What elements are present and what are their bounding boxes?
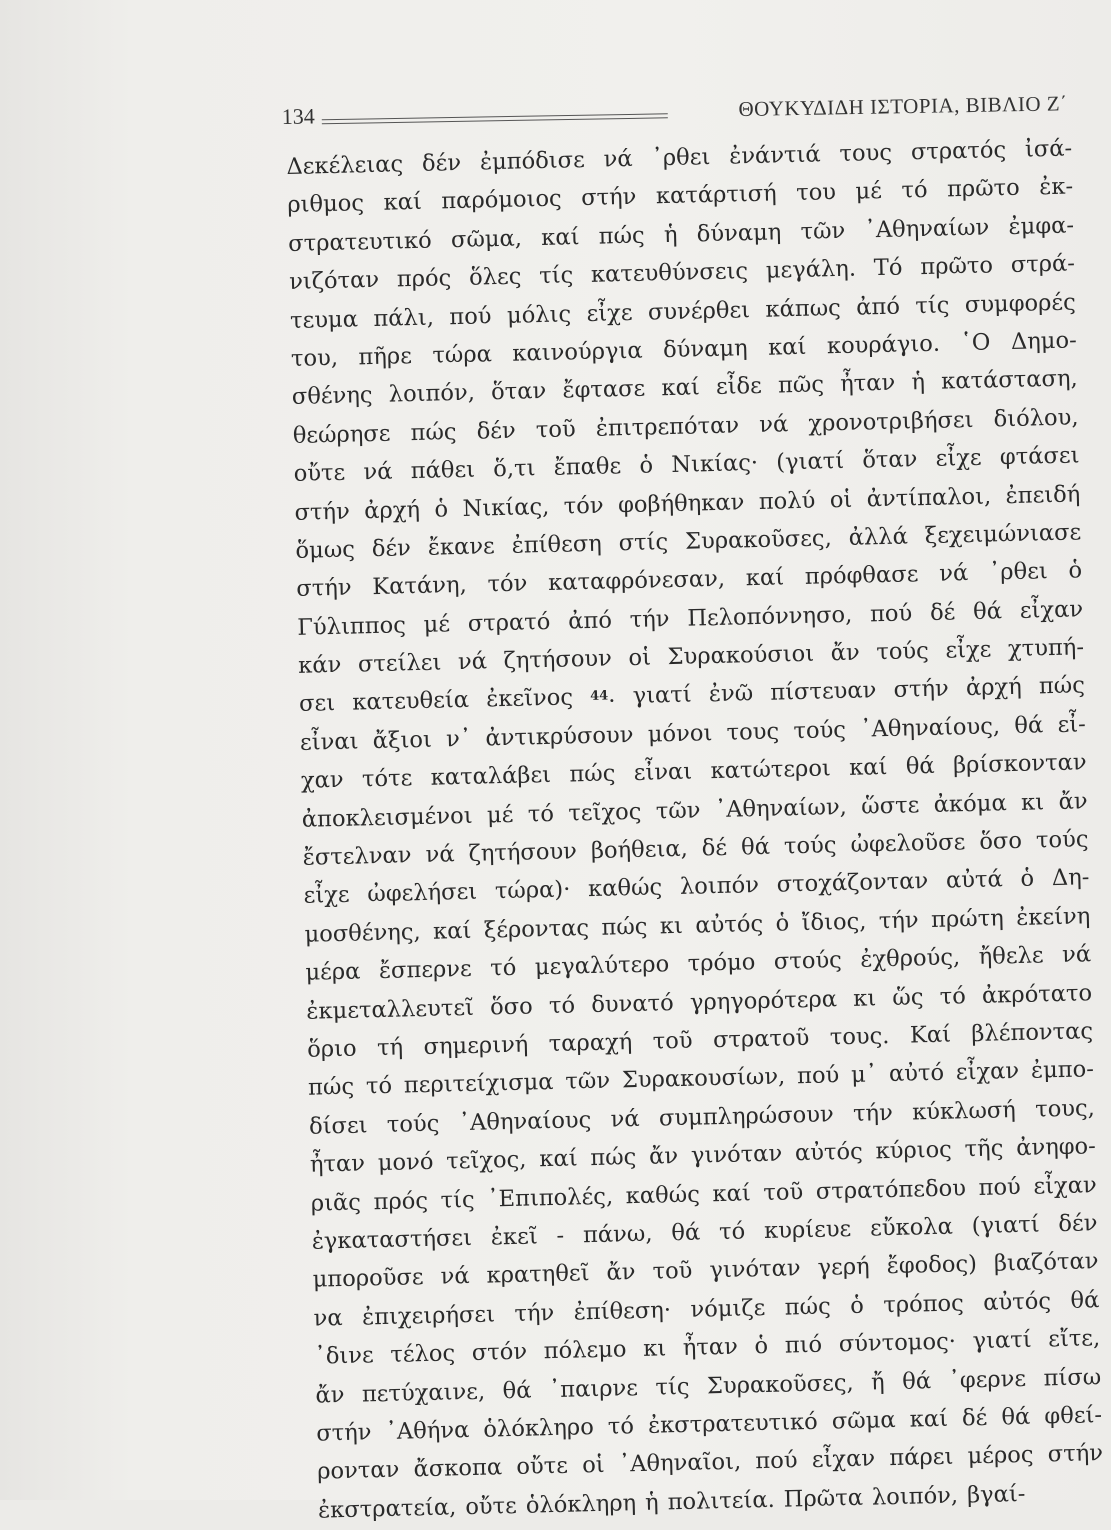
text-line: ἔστελναν νά ζητήσουν βοήθεια, δέ θά τούς ὠφελοῦσε ὅσο τούς <box>302 826 1089 871</box>
text-line: ἐκστρατεία, οὔτε ὁλόκληρη ἡ πολιτεία. Πρῶτα λοιπόν, βγαί- <box>317 1480 1026 1524</box>
page-header <box>281 82 1068 132</box>
body-text <box>286 129 1104 1529</box>
text-line: κάν στείλει νά ζητήσουν οἱ Συρακούσιοι ἄν τούς εἶχε χτυπή- <box>297 634 1085 679</box>
text-line: μέρα ἔσπερνε τό μεγαλύτερο τρόμο στούς ἐχθρούς, ἤθελε νά <box>305 941 1092 986</box>
text-line: δίσει τούς ᾽Αθηναίους νά συμπληρώσουν τήν κύκλωσή τους, <box>308 1094 1096 1140</box>
text-line: του, πῆρε τώρα καινούργια δύναμη καί κουράγιο. ῾Ο Δημο- <box>290 327 1077 372</box>
text-line: ριᾶς πρός τίς ᾽Επιπολές, καθώς καί τοῦ στρατόπεδου πού εἶχαν <box>310 1171 1097 1217</box>
text-line: Γύλιππος μέ στρατό ἀπό τήν Πελοπόννησο, πού δέ θά εἶχαν <box>296 596 1084 641</box>
page-number: 134 <box>281 103 315 130</box>
text-line: μοσθένης, καί ξέροντας πώς κι αὐτός ὁ ἴδιος, τήν πρώτη ἐκείνη <box>304 903 1091 948</box>
text-line: σει κατευθεία ἐκεῖνος $^{44}$· γιατί ἐνῶ πίστευαν στήν ἀρχή πώς <box>298 672 1086 718</box>
text-line: τευμα πάλι, πού μόλις εἶχε συνέρθει κάπως ἀπό τίς συμφορές <box>289 289 1077 334</box>
text-line: νιζόταν πρός ὅλες τίς κατευθύνσεις μεγάλη. Τό πρῶτο στρά- <box>288 250 1076 296</box>
text-line: ἐκμεταλλευτεῖ ὅσο τό δυνατό γρηγορότερα κι ὥς τό ἀκρότατο <box>306 979 1093 1025</box>
text-line: σθένης λοιπόν, ὅταν ἔφτασε καί εἶδε πῶς ἦταν ἡ κατάσταση, <box>291 365 1078 411</box>
text-line: πώς τό περιτείχισμα τῶν Συρακουσίων, πού μ᾽ αὐτό εἶχαν ἐμπο- <box>307 1056 1095 1102</box>
text-line: μποροῦσε νά κρατηθεῖ ἄν τοῦ γινόταν γερή ἔφοδος) βιαζόταν <box>312 1248 1099 1294</box>
text-line: εἶναι ἄξιοι ν᾽ ἀντικρύσουν μόνοι τους τούς ᾽Αθηναίους, θά εἶ- <box>299 711 1087 756</box>
header-rule <box>322 113 668 124</box>
text-line: να ἐπιχειρήσει τήν ἐπίθεση· νόμιζε πώς ὁ τρόπος αὐτός θά <box>313 1286 1100 1332</box>
text-line: στρατευτικό σῶμα, καί πώς ἡ δύναμη τῶν ᾽Αθηναίων ἐμφα- <box>287 212 1075 257</box>
text-line: θεώρησε πώς δέν τοῦ ἐπιτρεπόταν νά χρονοτριβήσει διόλου, <box>292 404 1079 449</box>
text-line: στήν Κατάνη, τόν καταφρόνεσαν, καί πρόφθασε νά ᾽ρθει ὁ <box>296 557 1083 603</box>
text-line: στήν ᾽Αθήνα ὁλόκληρο τό ἐκστρατευτικό σῶμα καί δέ θά φθεί- <box>315 1402 1103 1447</box>
text-line: Δεκέλειας δέν ἐμπόδισε νά ᾽ρθει ἐνάντιά τους στρατός ἰσά- <box>286 135 1073 180</box>
text-line: ὅμως δέν ἔκανε ἐπίθεση στίς Συρακοῦσες, ἀλλά ξεχειμώνιασε <box>295 519 1082 564</box>
text-line: ἦταν μονό τεῖχος, καί πώς ἄν γινόταν αὐτός κύριος τῆς ἀνηφο- <box>309 1133 1097 1178</box>
running-title: ΘΟΥΚΥΔΙΔΗ ΙΣΤΟΡΙΑ, ΒΙΒΛΙΟ Ζ΄ <box>738 91 1068 122</box>
text-line: χαν τότε καταλάβει πώς εἶναι κατώτεροι καί θά βρίσκονταν <box>300 749 1087 795</box>
text-line: ἐγκαταστήσει ἐκεῖ - πάνω, θά τό κυρίευε εὔκολα (γιατί δέν <box>311 1210 1098 1255</box>
text-line: ὅριο τή σημερινή ταραχή τοῦ στρατοῦ τους. Καί βλέποντας <box>306 1018 1094 1063</box>
text-line: οὔτε νά πάθει ὅ,τι ἔπαθε ὁ Νικίας· (γιατί ὅταν εἶχε φτάσει <box>293 442 1080 488</box>
footnote-ref: 44 <box>590 689 609 705</box>
text-line: ἄν πετύχαινε, θά ᾽παιρνε τίς Συρακοῦσες, ἤ θά ᾽φερνε πίσω <box>315 1363 1102 1409</box>
text-line: ἀποκλεισμένοι μέ τό τεῖχος τῶν ᾽Αθηναίων, ὥστε ἀκόμα κι ἄν <box>301 787 1088 833</box>
text-line: ρονταν ἄσκοπα οὔτε οἱ ᾽Αθηναῖοι, πού εἶχαν πάρει μέρος στήν <box>316 1440 1104 1485</box>
text-line: ριθμος καί παρόμοιος στήν κατάρτισή του μέ τό πρῶτο ἐκ- <box>287 173 1074 219</box>
text-line: εἶχε ὠφελήσει τώρα)· καθώς λοιπόν στοχάζονταν αὐτά ὁ Δη- <box>303 864 1090 910</box>
text-line: στήν ἀρχή ὁ Νικίας, τόν φοβήθηκαν πολύ οἱ ἀντίπαλοι, ἐπειδή <box>294 480 1081 526</box>
text-line: ᾽δινε τέλος στόν πόλεμο κι ἦταν ὁ πιό σύντομος· γιατί εἴτε, <box>314 1325 1101 1370</box>
